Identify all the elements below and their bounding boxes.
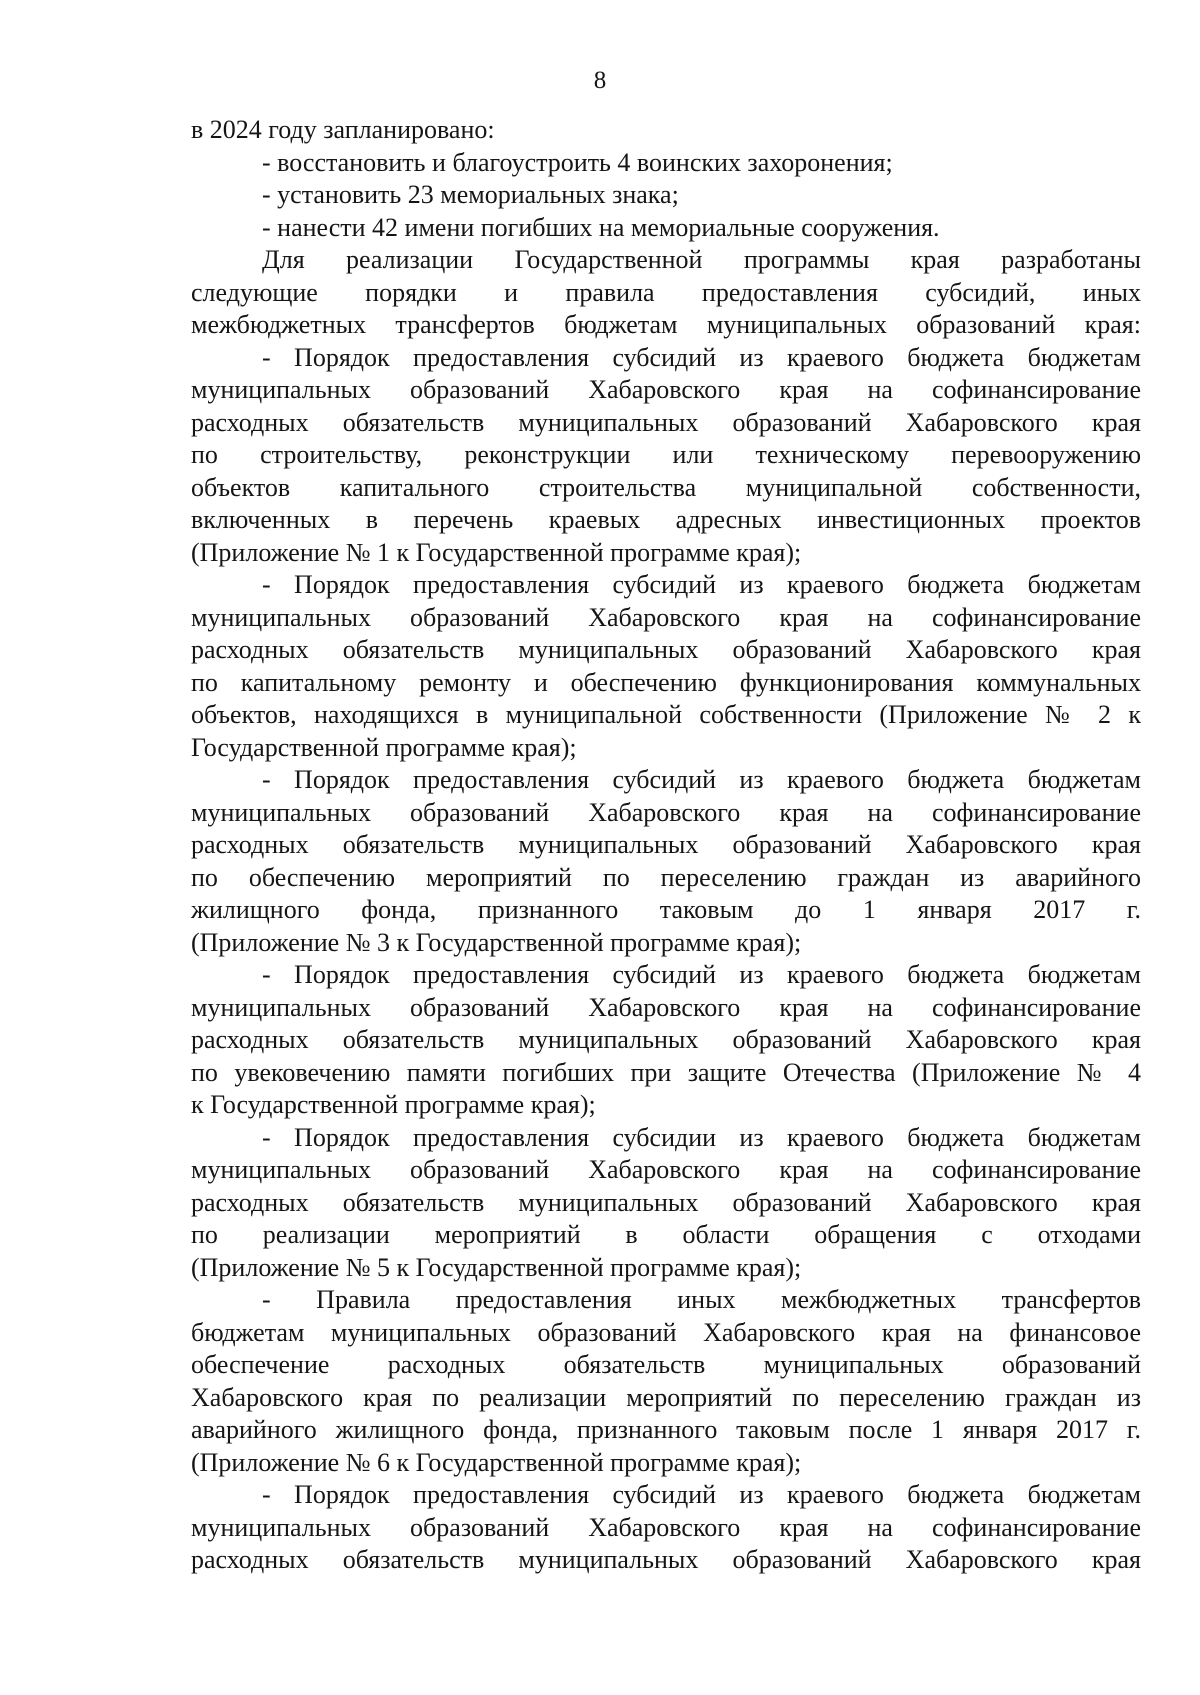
text-line: обеспечение расходных обязательств муниципальных образований	[191, 1350, 1141, 1379]
text-line: - Порядок предоставления субсидий из краевого бюджета бюджетам	[262, 765, 1141, 794]
page-number: 8	[593, 67, 607, 94]
text-line: (Приложение № 3 к Государственной программе края);	[191, 927, 802, 957]
text-line: межбюджетных трансфертов бюджетам муниципальных образований края:	[191, 310, 1141, 339]
document-body	[191, 114, 1141, 1577]
text-line: - восстановить и благоустроить 4 воинских захоронения;	[262, 147, 893, 177]
text-line: (Приложение № 5 к Государственной программе края);	[191, 1252, 802, 1282]
text-line: расходных обязательств муниципальных образований Хабаровского края	[191, 1545, 1141, 1574]
text-line: муниципальных образований Хабаровского края на софинансирование	[191, 1155, 1141, 1184]
text-line: включенных в перечень краевых адресных инвестиционных проектов	[191, 505, 1141, 534]
text-line: расходных обязательств муниципальных образований Хабаровского края	[191, 407, 1141, 437]
text-line: (Приложение № 1 к Государственной программе края);	[191, 537, 802, 567]
text-line: аварийного жилищного фонда, признанного таковым после 1 января 2017 г.	[191, 1415, 1141, 1444]
text-line: расходных обязательств муниципальных образований Хабаровского края	[191, 1025, 1141, 1054]
text-line: в 2024 году запланировано:	[191, 115, 495, 144]
text-line: по строительству, реконструкции или техническому перевооружению	[191, 440, 1141, 469]
text-line: объектов капитального строительства муниципальной собственности,	[191, 472, 1141, 502]
text-line: - Порядок предоставления субсидий из краевого бюджета бюджетам	[262, 342, 1141, 372]
text-line: расходных обязательств муниципальных образований Хабаровского края	[191, 830, 1141, 859]
text-line: следующие порядки и правила предоставления субсидий, иных	[191, 277, 1141, 307]
text-line: - Порядок предоставления субсидий из краевого бюджета бюджетам	[262, 1480, 1141, 1509]
text-line: - нанести 42 имени погибших на мемориальные сооружения.	[262, 212, 940, 242]
text-line: жилищного фонда, признанного таковым до 1 января 2017 г.	[191, 895, 1141, 924]
text-line: по реализации мероприятий в области обращения с отходами	[191, 1220, 1141, 1249]
text-line: к Государственной программе края);	[191, 1090, 596, 1119]
text-line: муниципальных образований Хабаровского края на софинансирование	[191, 992, 1141, 1022]
text-line: расходных обязательств муниципальных образований Хабаровского края	[191, 635, 1141, 664]
text-line: муниципальных образований Хабаровского края на софинансирование	[191, 602, 1141, 632]
text-line: - Правила предоставления иных межбюджетных трансфертов	[262, 1285, 1141, 1314]
text-line: Государственной программе края);	[191, 732, 577, 762]
text-line: расходных обязательств муниципальных образований Хабаровского края	[191, 1187, 1141, 1217]
text-line: муниципальных образований Хабаровского края на софинансирование	[191, 375, 1141, 404]
text-line: - Порядок предоставления субсидий из краевого бюджета бюджетам	[262, 570, 1141, 599]
text-line: Хабаровского края по реализации мероприятий по переселению граждан из	[191, 1382, 1141, 1412]
text-line: - Порядок предоставления субсидии из краевого бюджета бюджетам	[262, 1122, 1141, 1152]
text-line: - Порядок предоставления субсидий из краевого бюджета бюджетам	[262, 960, 1141, 989]
text-line: (Приложение № 6 к Государственной программе края);	[191, 1447, 802, 1477]
text-line: - установить 23 мемориальных знака;	[262, 180, 679, 209]
text-line: объектов, находящихся в муниципальной собственности (Приложение № 2 к	[191, 700, 1141, 729]
text-line: по увековечению памяти погибших при защите Отечества (Приложение № 4	[191, 1057, 1141, 1087]
text-line: Для реализации Государственной программы края разработаны	[262, 245, 1141, 274]
text-line: муниципальных образований Хабаровского края на софинансирование	[191, 797, 1141, 827]
text-line: по обеспечению мероприятий по переселению граждан из аварийного	[191, 862, 1141, 892]
text-line: бюджетам муниципальных образований Хабаровского края на финансовое	[191, 1317, 1141, 1347]
text-line: муниципальных образований Хабаровского края на софинансирование	[191, 1512, 1141, 1542]
text-line: по капитальному ремонту и обеспечению функционирования коммунальных	[191, 667, 1141, 697]
